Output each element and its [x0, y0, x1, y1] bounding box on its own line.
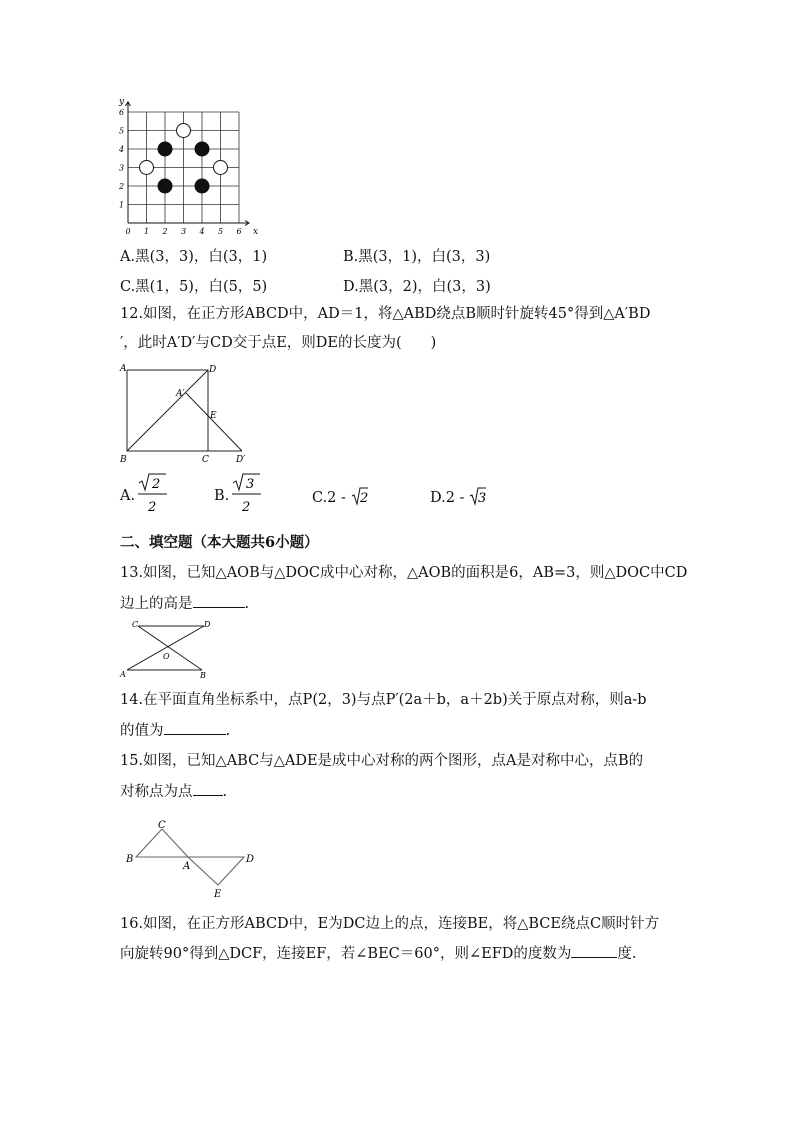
q12-label-b: B — [120, 455, 127, 465]
q16-text-line2-start: 向旋转90°得到△DCF，连接EF，若∠BEC＝60°，则∠EFD的度数为 — [120, 946, 572, 962]
black-stone — [158, 142, 172, 156]
q12-option-c[interactable] — [312, 486, 369, 508]
q16-answer-blank[interactable] — [571, 943, 617, 958]
q13-text-line2 — [120, 593, 249, 614]
q11-grid-figure — [112, 95, 262, 237]
black-stone — [195, 179, 209, 193]
white-stone — [140, 161, 154, 175]
q15-label-c: C — [158, 820, 166, 831]
q13-label-b: B — [200, 671, 206, 679]
q14-answer-blank[interactable] — [164, 720, 226, 735]
x-tick-label: 4 — [199, 227, 205, 236]
q16-text-line1: 16.如图，在正方形ABCD中，E为DC边上的点，连接BE，将△BCE绕点C顺时针方 — [120, 916, 660, 932]
q12-option-b-denominator: 2 — [242, 500, 251, 515]
q13-text-line2-start: 边上的高是 — [120, 596, 193, 612]
y-tick-label: 2 — [119, 182, 125, 191]
q12-option-b-numerator: 3 — [246, 477, 255, 492]
q15-label-a: A — [183, 861, 191, 872]
q12-option-c-radical — [351, 486, 369, 506]
black-stone — [158, 179, 172, 193]
x-tick-label: 1 — [144, 227, 150, 236]
q12-option-d-radical — [469, 486, 487, 506]
q12-option-d-prefix: D.2 - — [430, 490, 470, 506]
q11-option-d[interactable]: D.黑(3，2)，白(3，3) — [343, 279, 491, 295]
q12-option-d-radicand: 3 — [478, 491, 487, 506]
y-axis-label: y — [119, 97, 125, 107]
q16-text-line2-end: 度. — [617, 946, 637, 962]
q16-text-line2 — [120, 943, 637, 964]
q15-text-line2-end: . — [222, 784, 228, 800]
q15-label-b: B — [126, 854, 134, 865]
q12-label-e: E — [210, 411, 217, 421]
black-stone — [195, 142, 209, 156]
q13-label-a: A — [120, 670, 126, 679]
q12-option-c-prefix: C.2 - — [312, 490, 351, 506]
q12-option-a-numerator: 2 — [152, 477, 161, 492]
q15-text-line1: 15.如图，已知△ABC与△ADE是成中心对称的两个图形，点A是对称中心，点B的 — [120, 753, 644, 769]
q12-option-a-prefix: A. — [120, 488, 136, 504]
q14-text-line2-end: . — [225, 723, 231, 739]
q15-label-e: E — [214, 889, 222, 900]
white-stone — [177, 124, 191, 138]
q11-option-b[interactable]: B.黑(3，1)，白(3，3) — [343, 249, 491, 265]
q13-text-line2-end: . — [244, 596, 250, 612]
x-tick-label: 2 — [162, 227, 168, 236]
q12-text-line2: ′，此时A′D′与CD交于点E，则DE的长度为( ) — [120, 335, 437, 351]
q12-option-a-fraction — [138, 473, 168, 523]
q13-label-o: O — [163, 652, 170, 661]
q12-label-a-prime: A′ — [176, 389, 185, 399]
q12-label-c: C — [202, 455, 209, 465]
q12-label-d: D — [209, 365, 217, 375]
section-2-title: 二、填空题（本大题共6小题） — [120, 534, 319, 551]
q13-answer-blank[interactable] — [193, 593, 245, 608]
q13-label-d: D — [204, 620, 211, 629]
x-tick-label: 3 — [181, 227, 187, 236]
q12-option-b-prefix: B. — [214, 488, 230, 504]
q14-text-line2 — [120, 720, 230, 741]
y-tick-label: 5 — [119, 126, 125, 136]
q12-text-line1: 12.如图，在正方形ABCD中，AD＝1，将△ABD绕点B顺时针旋转45°得到△A′BD — [120, 306, 651, 322]
q12-option-b-fraction — [232, 473, 262, 523]
q15-text-line2 — [120, 781, 227, 802]
q12-label-d-prime: D′ — [236, 455, 246, 465]
q15-label-d: D — [246, 854, 255, 865]
q12-label-a: A — [120, 364, 127, 374]
q13-label-c: C — [132, 620, 139, 629]
x-tick-label: 5 — [218, 227, 224, 236]
y-tick-label: 1 — [119, 200, 125, 210]
q12-option-c-radicand: 2 — [359, 491, 368, 506]
q13-text-line1: 13.如图，已知△AOB与△DOC成中心对称，△AOB的面积是6，AB=3，则△DOC中CD — [120, 565, 688, 581]
x-axis-label: x — [253, 227, 259, 237]
white-stone — [214, 161, 228, 175]
y-tick-label: 6 — [119, 108, 125, 117]
q12-square-figure — [118, 362, 258, 468]
q12-option-a-denominator: 2 — [148, 500, 157, 515]
y-tick-label: 3 — [119, 163, 125, 173]
q15-text-line2-start: 对称点为点 — [120, 784, 193, 800]
q11-option-c[interactable]: C.黑(1，5)，白(5，5) — [120, 279, 268, 295]
x-tick-label: 0 — [125, 227, 131, 236]
q13-figure — [118, 617, 218, 679]
q15-figure — [122, 817, 264, 901]
q12-option-d[interactable] — [430, 486, 487, 508]
q11-option-a[interactable]: A.黑(3，3)，白(3，1) — [120, 249, 268, 265]
y-tick-label: 4 — [119, 145, 125, 154]
q15-answer-blank[interactable] — [193, 781, 223, 796]
x-tick-label: 6 — [236, 227, 242, 236]
q14-text-line1: 14.在平面直角坐标系中，点P(2，3)与点P′(2a＋b，a＋2b)关于原点对称，则a-b — [120, 692, 647, 708]
q14-text-line2-start: 的值为 — [120, 723, 164, 739]
